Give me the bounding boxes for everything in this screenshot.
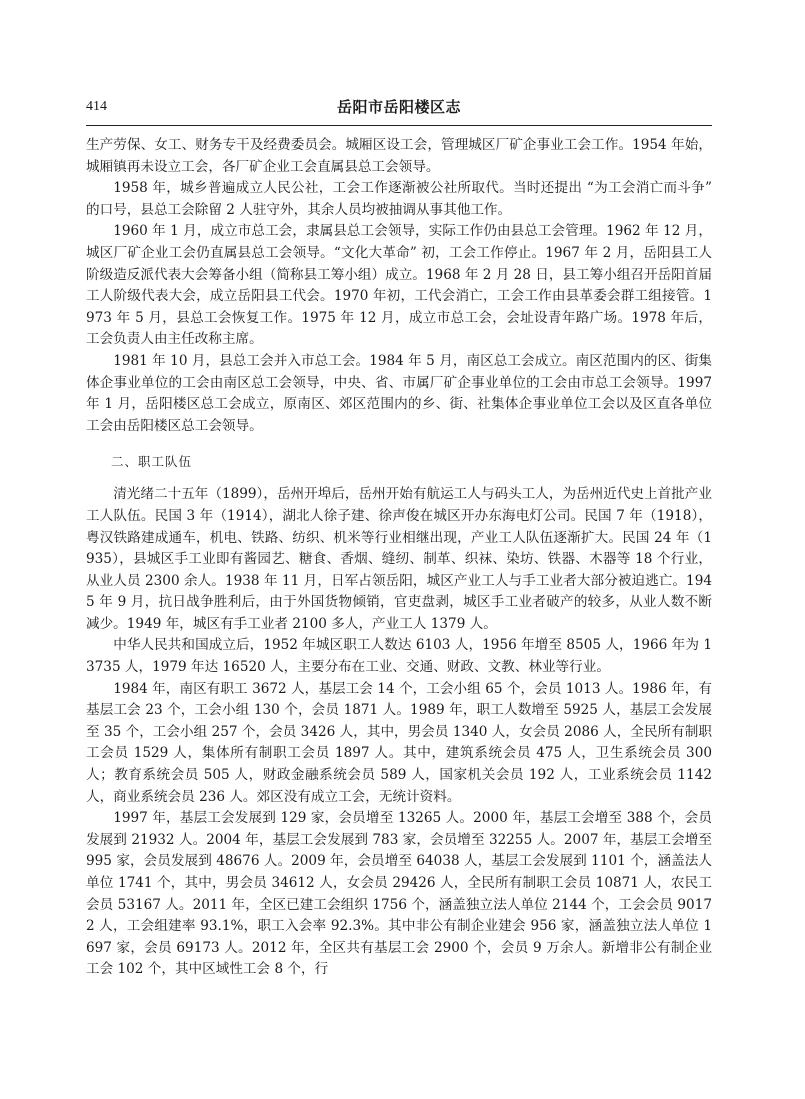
page-header [86, 97, 712, 119]
paragraph: 1984 年，南区有职工 3672 人，基层工会 14 个，工会小组 65 个，会员 1013 人。1986 年，有基层工会 23 个，工会小组 130 个，会员 1871 人。1989 年，职工人数增至 5925 人，基层工会发展至 35 个，工会小组 257 个，会员 3426 人，其中，男会员 1340 人，女会员 2086 人，全民所有制职工会员 1529 人，集体所有制职工会员 1897 人。其中，建筑系统会员 475 人，卫生系统会员 300 人；教育系统会员 505 人，财政金融系统会员 589 人，国家机关会员 192 人，工业系统会员 1142 人，商业系统会员 236 人。郊区没有成立工会，无统计资料。 [86, 680, 712, 805]
paragraph: 1958 年，城乡普遍成立人民公社，工会工作逐渐被公社所取代。当时还提出 “为工会消亡而斗争” 的口号，县总工会除留 2 人驻守外，其余人员均被抽调从事其他工作。 [86, 180, 712, 218]
page-body [86, 135, 712, 981]
book-title: 岳阳市岳阳楼区志 [336, 98, 461, 116]
paragraph: 清光绪二十五年（1899），岳州开埠后，岳州开始有航运工人与码头工人，为岳州近代史上首批产业工人队伍。民国 3 年（1914），湖北人徐子建、徐声俊在城区开办东海电灯公司。民国 7 年（1918），粤汉铁路建成通车，机电、铁路、纺织、机米等行业相继出现，产业工人队伍逐渐扩大。民国 24 年（1935），县城区手工业即有酱园艺、糖食、香烟、缝纫、制革、织袜、染坊、铁器、木器等 18 个行业，从业人员 2300 余人。1938 年 11 月，日军占领岳阳，城区产业工人与手工业者大部分被迫逃亡。1945 年 9 月，抗日战争胜利后，由于外国货物倾销，官吏盘剥，城区手工业者破产的较多，从业人数不断减少。1949 年，城区有手工业者 2100 多人，产业工人 1379 人。 [86, 486, 712, 632]
paragraph: 1960 年 1 月，成立市总工会，隶属县总工会领导，实际工作仍由县总工会管理。1962 年 12 月，城区厂矿企业工会仍直属县总工会领导。“文化大革命” 初，工会工作停止。1967 年 2 月，岳阳县工人阶级造反派代表大会筹备小组（简称县工筹小组）成立。1968 年 2 月 28 日，县工筹小组召开岳阳首届工人阶级代表大会，成立岳阳县工代会。1970 年初，工代会消亡，工会工作由县革委会群工组接管。1973 年 5 月，县总工会恢复工作。1975 年 12 月，成立市总工会，会址设青年路广场。1978 年后，工会负责人由主任改称主席。 [86, 223, 712, 348]
section-heading: 二、职工队伍 [111, 454, 193, 470]
paragraph: 1981 年 10 月，县总工会并入市总工会。1984 年 5 月，南区总工会成立。南区范围内的区、街集体企事业单位的工会由南区总工会领导，中央、省、市属厂矿企事业单位的工会由市总工会领导。1997 年 1 月，岳阳楼区总工会成立，原南区、郊区范围内的乡、街、社集体企事业单位工会以及区直各单位工会由岳阳楼区总工会领导。 [86, 352, 712, 434]
page-number: 414 [86, 99, 107, 114]
header-rule [86, 125, 712, 126]
paragraph: 生产劳保、女工、财务专干及经费委员会。城厢区设工会，管理城区厂矿企事业工会工作。1954 年始，城厢镇再未设立工会，各厂矿企业工会直属县总工会领导。 [86, 137, 712, 175]
paragraph: 中华人民共和国成立后，1952 年城区职工人数达 6103 人，1956 年增至 8505 人，1966 年为 13735 人，1979 年达 16520 人，主要分布在工业、交通、财政、文教、林业等行业。 [86, 637, 712, 676]
paragraph: 1997 年，基层工会发展到 129 家，会员增至 13265 人。2000 年，基层工会增至 388 个，会员发展到 21932 人。2004 年，基层工会发展到 783 家，会员增至 32255 人。2007 年，基层工会增至 995 家，会员发展到 48676 人。2009 年，会员增至 64038 人，基层工会发展到 1101 个，涵盖法人单位 1741 个，其中，男会员 34612 人，女会员 29426 人，全民所有制职工会员 10871 人，农民工会员 53167 人。2011 年，全区已建工会组织 1756 个，涵盖独立法人单位 2144 个，工会会员 90172 人，工会组建率 93.1%，职工入会率 92.3%。其中非公有制企业建会 956 家，涵盖独立法人单位 1697 家，会员 69173 人。2012 年，全区共有基层工会 2900 个，会员 9 万余人。新增非公有制企业工会 102 个，其中区域性工会 8 个，行 [86, 810, 712, 978]
